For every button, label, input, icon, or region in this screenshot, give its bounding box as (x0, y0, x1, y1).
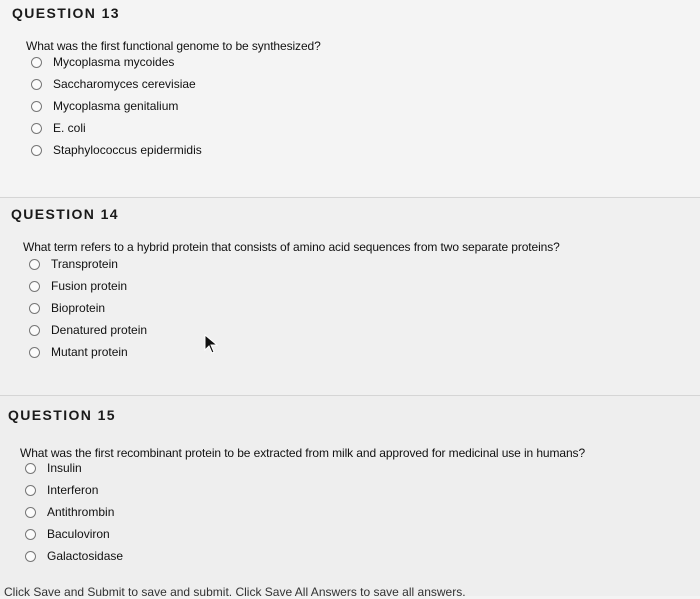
radio-button[interactable] (25, 529, 36, 540)
option-interferon[interactable] (25, 479, 123, 501)
option-label: Mutant protein (51, 345, 128, 359)
option-label: Bioprotein (51, 301, 106, 315)
radio-button[interactable] (29, 281, 40, 292)
option-mycoplasma-mycoides[interactable] (31, 51, 202, 73)
radio-button[interactable] (25, 551, 36, 562)
question-13-options (31, 51, 202, 161)
option-label: Mycoplasma mycoides (53, 55, 175, 69)
option-insulin[interactable] (25, 457, 123, 479)
option-label: Saccharomyces cerevisiae (53, 77, 196, 91)
option-label: Antithrombin (47, 505, 115, 519)
question-15-title: QUESTION 15 (8, 407, 116, 423)
option-transprotein[interactable] (29, 253, 147, 275)
radio-button[interactable] (29, 259, 40, 270)
question-13 (0, 0, 700, 196)
option-galactosidase[interactable] (25, 545, 123, 567)
mouse-pointer-icon (204, 334, 218, 354)
option-antithrombin[interactable] (25, 501, 123, 523)
question-15 (0, 395, 700, 596)
radio-button[interactable] (31, 123, 42, 134)
radio-button[interactable] (25, 507, 36, 518)
option-saccharomyces-cerevisiae[interactable] (31, 73, 202, 95)
option-denatured-protein[interactable] (29, 319, 147, 341)
option-e-coli[interactable] (31, 117, 202, 139)
question-14-options (29, 253, 147, 363)
question-14-text: What term refers to a hybrid protein that consists of amino acid sequences from two separate proteins? (23, 240, 560, 254)
question-14-title: QUESTION 14 (11, 206, 119, 222)
option-bioprotein[interactable] (29, 297, 147, 319)
option-mutant-protein[interactable] (29, 341, 147, 363)
question-15-options (25, 457, 123, 567)
radio-button[interactable] (31, 145, 42, 156)
option-fusion-protein[interactable] (29, 275, 147, 297)
radio-button[interactable] (29, 303, 40, 314)
radio-button[interactable] (31, 101, 42, 112)
option-label: Denatured protein (51, 323, 148, 337)
radio-button[interactable] (31, 57, 42, 68)
radio-button[interactable] (29, 325, 40, 336)
option-baculoviron[interactable] (25, 523, 123, 545)
question-13-title: QUESTION 13 (12, 5, 120, 21)
radio-button[interactable] (25, 485, 36, 496)
footer-instructions: Click Save and Submit to save and submit. Click Save All Answers to save all answers. (4, 585, 466, 599)
option-label: Staphylococcus epidermidis (53, 143, 202, 157)
question-14 (0, 197, 700, 395)
option-label: E. coli (53, 121, 86, 135)
option-label: Transprotein (51, 257, 118, 271)
option-label: Insulin (47, 461, 82, 475)
option-label: Galactosidase (47, 549, 124, 563)
option-label: Mycoplasma genitalium (53, 99, 179, 113)
question-13-text: What was the first functional genome to be synthesized? (26, 39, 321, 53)
question-15-text: What was the first recombinant protein to be extracted from milk and approved for medicinal use in humans? (20, 446, 586, 460)
option-label: Baculoviron (47, 527, 110, 541)
radio-button[interactable] (29, 347, 40, 358)
option-label: Interferon (47, 483, 99, 497)
option-label: Fusion protein (51, 279, 128, 293)
option-mycoplasma-genitalium[interactable] (31, 95, 202, 117)
radio-button[interactable] (25, 463, 36, 474)
radio-button[interactable] (31, 79, 42, 90)
option-staphylococcus-epidermidis[interactable] (31, 139, 202, 161)
